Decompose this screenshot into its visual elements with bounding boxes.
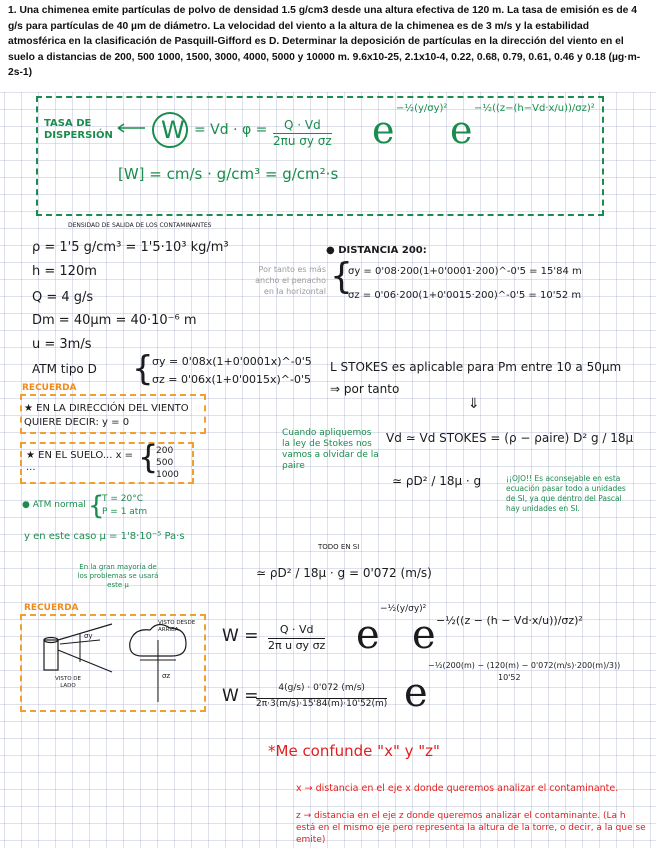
diagram-side-view: VISTO DE LADO — [54, 676, 82, 689]
down-arrow: ⇓ — [468, 396, 480, 412]
diagram-top-view: VISTO DESDE ARRIBA — [158, 620, 196, 633]
rate-exp1-power: −½(y/σy)² — [396, 103, 448, 114]
rate-exp2-power: −½((z−(h−Vd·x/u))/σz)² — [474, 103, 595, 114]
sy-formula: σy = 0'08x(1+0'0001x)^-0'5 — [152, 355, 312, 368]
atm-brace: { — [88, 491, 105, 521]
vd-result: ≃ ρD² / 18µ · g = 0'072 (m/s) — [256, 566, 432, 580]
w-sub-fraction: 4(g/s) · 0'072 (m/s) 2π·3(m/s)·15'84(m)·10'52(m) — [256, 683, 388, 709]
recuerda-label-2: RECUERDA — [24, 603, 79, 613]
dispersion-rate-box — [36, 96, 604, 216]
w-exp1: e — [356, 612, 380, 658]
rho-value: ρ = 1'5 g/cm³ = 1'5·10³ kg/m³ — [32, 240, 229, 255]
vd-stokes: Vd ≃ Vd STOKES = (ρ − ρaire) D² g / 18µ — [386, 431, 634, 445]
w-exp2-power: −½((z − (h − Vd·x/u))/σz)² — [436, 614, 583, 627]
temperature: T = 20°C — [102, 494, 143, 504]
mu-note: En la gran mayoría de los problemas se usará este µ — [77, 563, 159, 589]
units-formula: [W] = cm/s · g/cm³ = g/cm²·s — [118, 165, 339, 183]
w-substituted: W = — [222, 686, 259, 706]
z-definition: z → distancia en el eje z donde queremos analizar el contaminante. (La h está en el mismo eje pero representa la altura de la torre, o decir, a la que se emite) — [296, 811, 646, 845]
problem-statement: 1. Una chimenea emite partículas de polvo de densidad 1.5 g/cm3 desde una altura efectiva de 120 m. La tasa de emisión es de 4 g/s para partículas de 40 µm de diámetro. La velocidad del viento a la altura de la chimenea es de 3 m/s y la estabilidad atmosférica en la clasificación de Pasquill-Gifford es D. Determinar la deposición de partículas en la dirección del viento en el suelo a distancias de 200, 500 1000, 1500, 3000, 4000, 5000 y 10000 m. 9.6x10-25, 2.1x10-4, 0.22, 0.68, 0.79, 0.61, 0.46 y 0.18 (µg·m-2s-1) — [0, 0, 656, 92]
confusion-note: *Me confunde "x" y "z" — [268, 742, 440, 760]
ground-note: ★ EN EL SUELO... x = ··· — [26, 450, 134, 476]
sz-formula: σz = 0'06x(1+0'0015x)^-0'5 — [152, 373, 312, 386]
density-note: DENSIDAD DE SALIDA DE LOS CONTAMINANTES — [68, 222, 212, 229]
diagram-sigma-y: σy — [84, 632, 93, 640]
brace-left: { — [132, 349, 154, 389]
recuerda-label-1: RECUERDA — [22, 383, 77, 393]
distance-heading: ● DISTANCIA 200: — [326, 245, 427, 256]
ground-value-1: 200 — [156, 446, 174, 456]
stokes-note: L STOKES es aplicable para Pm entre 10 a 50µm ⇒ por tanto — [330, 360, 622, 396]
width-note: Por tanto es más ancho el penacho en la horizontal — [255, 265, 326, 296]
q-value: Q = 4 g/s — [32, 290, 94, 305]
w-sub-exp-power: −½(200(m) − (120(m) − 0'072(m/s)·200(m)/3)) 10'52 — [428, 661, 621, 682]
diagram-sigma-z: σz — [162, 672, 171, 680]
pressure: P = 1 atm — [102, 507, 148, 517]
stokes-apply-note: Cuando apliquemos la ley de Stokes nos vamos a olvidar de la ρaire — [282, 428, 379, 471]
ground-brace: { — [138, 438, 159, 476]
wind-direction-note: ★ EN LA DIRECCIÓN DEL VIENTO QUIERE DECIR: y = 0 — [24, 403, 189, 428]
u-value: u = 3m/s — [32, 337, 92, 352]
rate-exp2: e — [450, 108, 473, 152]
dm-value: Dm = 40µm = 40·10⁻⁶ m — [32, 313, 197, 328]
brace-right: { — [330, 256, 353, 297]
w-symbol: W — [161, 116, 185, 144]
rate-exp1: e — [372, 108, 395, 152]
h-value: h = 120m — [32, 264, 97, 279]
ground-value-3: 1000 — [156, 470, 179, 480]
vd-approx: ≃ ρD² / 18µ · g — [392, 474, 482, 488]
x-definition: x → distancia en el eje x donde queremos analizar el contaminante. — [296, 783, 619, 794]
rate-fraction: Q · Vd 2πu σy σz — [273, 118, 332, 148]
w-exp2: e — [412, 612, 436, 658]
rate-formula: = Vd · φ = — [194, 122, 268, 138]
sy-calculation: σy = 0'08·200(1+0'0001·200)^-0'5 = 15'84 m — [348, 266, 582, 277]
dispersion-label: TASA DE DISPERSIÓN — [44, 118, 113, 141]
atm-normal: ● ATM normal — [22, 500, 86, 510]
sz-calculation: σz = 0'06·200(1+0'0015·200)^-0'5 = 10'52 m — [348, 290, 582, 301]
atm-type: ATM tipo D — [32, 362, 97, 376]
w-fraction: Q · Vd 2π u σy σz — [268, 623, 326, 652]
w-exp1-power: −½(y/σy)² — [380, 604, 427, 614]
si-units-note: ¡¡OJO!! Es aconsejable en esta ecuación pasar todo a unidades de SI, ya que dentro del Pascal hay unidades en SI. — [506, 474, 626, 513]
ground-value-2: 500 — [156, 458, 174, 468]
mu-value: y en este caso µ = 1'8·10⁻⁵ Pa·s — [24, 531, 185, 542]
todo-si-label: TODO EN SI — [318, 543, 360, 551]
w-formula: W = — [222, 626, 259, 646]
w-sub-exp: e — [404, 670, 428, 716]
